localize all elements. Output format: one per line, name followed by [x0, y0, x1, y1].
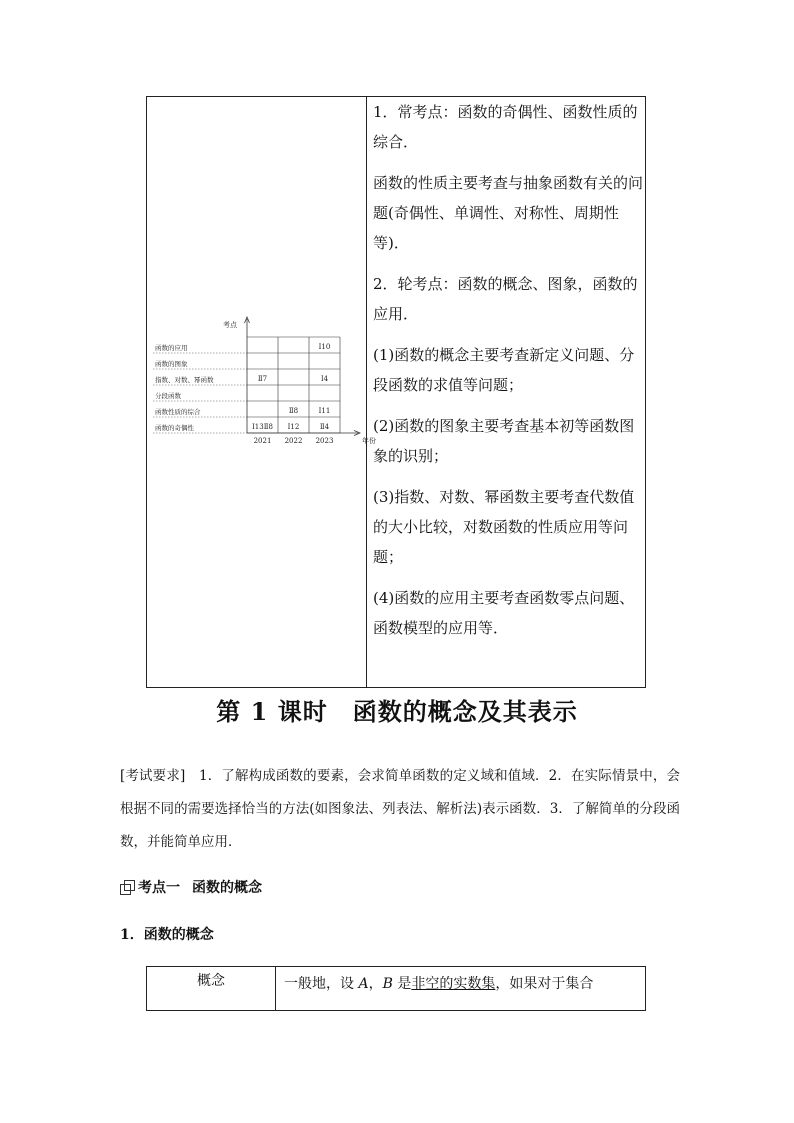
table-divider	[366, 97, 367, 687]
overview-table	[146, 96, 646, 688]
cell-value: Ⅰ4	[320, 375, 329, 383]
definition-term: 概念	[147, 967, 276, 1010]
definition-prefix: 一般地，设	[284, 976, 354, 992]
analysis-paragraph: (2)函数的图象主要考查基本初等函数图象的识别；	[373, 417, 635, 465]
exam-frequency-chart	[153, 315, 376, 445]
exam-requirements: [考试要求] 1．了解构成函数的要素，会求简单函数的定义域和值域．2．在实际情景中，会根据不同的需要选择恰当的方法(如图象法、列表法、解析法)表示函数．3．了解简单的分段函数，并能简单应用．	[120, 768, 680, 850]
analysis-paragraph: 1．常考点：函数的奇偶性、函数性质的综合．	[373, 103, 638, 151]
category-label: 函数的奇偶性	[155, 424, 194, 432]
definition-is: 是	[392, 976, 412, 992]
definition-text	[276, 967, 645, 1010]
year-tick-label: 2022	[284, 437, 303, 445]
topic-text: 函数的概念	[192, 880, 262, 896]
cell-value: Ⅱ4	[319, 423, 330, 431]
category-label: 函数性质的综合	[155, 408, 201, 416]
cell-value: Ⅰ12	[287, 423, 300, 431]
cell-value: Ⅰ13Ⅱ8	[252, 423, 273, 431]
y-axis-label: 考点	[223, 321, 237, 329]
topic-label: 考点一	[138, 880, 180, 896]
category-label: 指数、对数、幂函数	[155, 376, 214, 384]
exam-frequency-cell	[147, 97, 376, 687]
year-tick-label: 2021	[253, 437, 272, 445]
category-label: 分段函数	[155, 392, 181, 400]
definition-table	[146, 966, 646, 1011]
definition-sep: ，	[368, 976, 383, 992]
cell-value: Ⅰ10	[318, 343, 331, 351]
year-tick-label: 2023	[315, 437, 334, 445]
cell-value: Ⅱ8	[288, 407, 299, 415]
x-axis-label: 年份	[362, 437, 376, 445]
topic-heading	[120, 877, 262, 897]
exam-analysis-cell	[373, 97, 645, 654]
set-a: A	[358, 976, 369, 992]
cell-value: Ⅱ7	[257, 375, 268, 383]
category-label: 函数的图象	[155, 360, 188, 368]
cell-value: Ⅰ11	[318, 407, 331, 415]
analysis-paragraph: (4)函数的应用主要考查函数零点问题、函数模型的应用等．	[373, 589, 635, 637]
definition-suffix: ，如果对于集合	[495, 976, 594, 992]
analysis-paragraph: (1)函数的概念主要考查新定义问题、分段函数的求值等问题；	[373, 346, 635, 394]
nonempty-real-set: 非空的实数集	[411, 976, 496, 992]
analysis-paragraph: 2．轮考点：函数的概念、图象，函数的应用．	[373, 275, 638, 323]
category-label: 函数的应用	[155, 344, 188, 352]
analysis-paragraph: (3)指数、对数、幂函数主要考查代数值的大小比较，对数函数的性质应用等问题；	[373, 488, 635, 566]
topic-box-icon	[120, 880, 134, 894]
set-b: B	[382, 976, 393, 992]
analysis-paragraph: 函数的性质主要考查与抽象函数有关的问题(奇偶性、单调性、对称性、周期性等)．	[373, 174, 644, 252]
lesson-title: 第 1 课时 函数的概念及其表示	[216, 697, 578, 726]
section-heading: 1．函数的概念	[120, 927, 214, 943]
